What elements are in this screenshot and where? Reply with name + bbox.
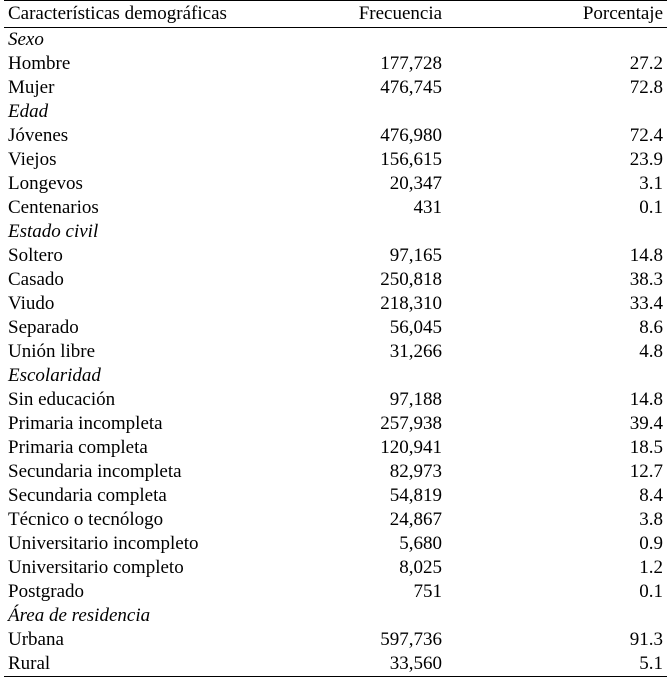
table-row [4, 508, 667, 532]
table-row [4, 652, 667, 677]
row-frequency: 257,938 [380, 413, 443, 434]
table-row [4, 196, 667, 220]
row-percentage: 27.2 [629, 53, 663, 74]
section-row [4, 220, 667, 244]
section-row [4, 604, 667, 628]
row-frequency: 120,941 [380, 437, 443, 458]
table-row [4, 124, 667, 148]
row-percentage: 38.3 [629, 269, 663, 290]
table-row [4, 172, 667, 196]
table-row [4, 340, 667, 364]
section-title: Estado civil [8, 221, 99, 242]
section-row [4, 100, 667, 124]
row-frequency: 20,347 [389, 173, 443, 194]
row-percentage: 23.9 [629, 149, 663, 170]
row-label: Urbana [8, 629, 64, 650]
empty-cell [442, 100, 667, 124]
row-percentage: 5.1 [442, 652, 667, 677]
section-row [4, 364, 667, 388]
row-frequency: 56,045 [389, 317, 443, 338]
row-percentage: 91.3 [629, 629, 663, 650]
empty-cell [267, 364, 442, 388]
table-row [4, 244, 667, 268]
table-row [4, 76, 667, 100]
row-frequency: 8,025 [399, 557, 443, 578]
table-row [4, 460, 667, 484]
empty-cell [267, 28, 442, 53]
table-row [4, 268, 667, 292]
row-label: Casado [8, 269, 64, 290]
header-percentage: Porcentaje [442, 1, 667, 28]
row-label: Hombre [8, 53, 71, 74]
row-label: Mujer [8, 77, 55, 98]
row-label: Universitario completo [8, 557, 184, 578]
row-percentage: 18.5 [629, 437, 663, 458]
row-percentage: 12.7 [629, 461, 663, 482]
row-percentage: 33.4 [629, 293, 663, 314]
table-row [4, 316, 667, 340]
section-title: Área de residencia [8, 605, 151, 626]
empty-cell [442, 220, 667, 244]
row-label: Centenarios [8, 197, 99, 218]
table-row [4, 484, 667, 508]
row-frequency: 476,745 [380, 77, 443, 98]
row-frequency: 250,818 [380, 269, 443, 290]
row-label: Secundaria completa [8, 485, 167, 506]
row-frequency: 218,310 [380, 293, 443, 314]
row-percentage: 72.8 [629, 77, 663, 98]
table-row [4, 52, 667, 76]
row-percentage: 0.9 [639, 533, 663, 554]
table-row [4, 628, 667, 652]
row-frequency: 24,867 [389, 509, 443, 530]
row-frequency: 82,973 [389, 461, 443, 482]
row-percentage: 1.2 [639, 557, 663, 578]
row-frequency: 476,980 [380, 125, 443, 146]
row-frequency: 5,680 [399, 533, 443, 554]
table-row [4, 580, 667, 604]
table-row [4, 436, 667, 460]
table-row [4, 388, 667, 412]
row-label: Universitario incompleto [8, 533, 199, 554]
table-row [4, 412, 667, 436]
row-label: Separado [8, 317, 79, 338]
row-frequency: 54,819 [389, 485, 443, 506]
empty-cell [267, 604, 442, 628]
table-row [4, 292, 667, 316]
table-row [4, 532, 667, 556]
header-frequency: Frecuencia [267, 1, 442, 28]
section-title: Edad [8, 101, 49, 122]
row-label: Primaria incompleta [8, 413, 163, 434]
row-frequency: 97,188 [389, 389, 443, 410]
table-row [4, 556, 667, 580]
row-frequency: 431 [413, 197, 443, 218]
row-label: Viejos [8, 149, 57, 170]
table-row [4, 148, 667, 172]
row-label: Viudo [8, 293, 55, 314]
table-header [4, 1, 667, 28]
row-frequency: 31,266 [389, 341, 443, 362]
row-percentage: 72.4 [629, 125, 663, 146]
row-percentage: 14.8 [629, 245, 663, 266]
row-label: Primaria completa [8, 437, 148, 458]
row-label: Secundaria incompleta [8, 461, 182, 482]
empty-cell [442, 604, 667, 628]
header-row [4, 1, 667, 28]
empty-cell [442, 364, 667, 388]
demographics-table [4, 0, 667, 677]
row-percentage: 4.8 [639, 341, 663, 362]
row-label: Postgrado [8, 581, 84, 602]
row-label: Soltero [8, 245, 63, 266]
empty-cell [267, 100, 442, 124]
header-characteristics: Características demográficas [4, 1, 267, 28]
section-title: Sexo [8, 29, 44, 50]
row-percentage: 14.8 [629, 389, 663, 410]
empty-cell [267, 220, 442, 244]
row-percentage: 3.8 [639, 509, 663, 530]
section-title: Escolaridad [8, 365, 101, 386]
row-label: Jóvenes [8, 125, 69, 146]
row-label: Rural [4, 652, 267, 677]
row-frequency: 156,615 [380, 149, 443, 170]
row-percentage: 3.1 [639, 173, 663, 194]
row-label: Longevos [8, 173, 83, 194]
row-frequency: 97,165 [389, 245, 443, 266]
row-frequency: 177,728 [380, 53, 443, 74]
row-percentage: 0.1 [639, 581, 663, 602]
row-label: Técnico o tecnólogo [8, 509, 164, 530]
row-label: Sin educación [8, 389, 116, 410]
row-percentage: 8.4 [639, 485, 663, 506]
row-percentage: 39.4 [629, 413, 663, 434]
row-frequency: 33,560 [267, 652, 442, 677]
row-frequency: 751 [413, 581, 443, 602]
section-row [4, 28, 667, 53]
row-percentage: 8.6 [639, 317, 663, 338]
row-percentage: 0.1 [639, 197, 663, 218]
row-label: Unión libre [8, 341, 96, 362]
row-frequency: 597,736 [380, 629, 443, 650]
empty-cell [442, 28, 667, 53]
table-body [4, 28, 667, 677]
